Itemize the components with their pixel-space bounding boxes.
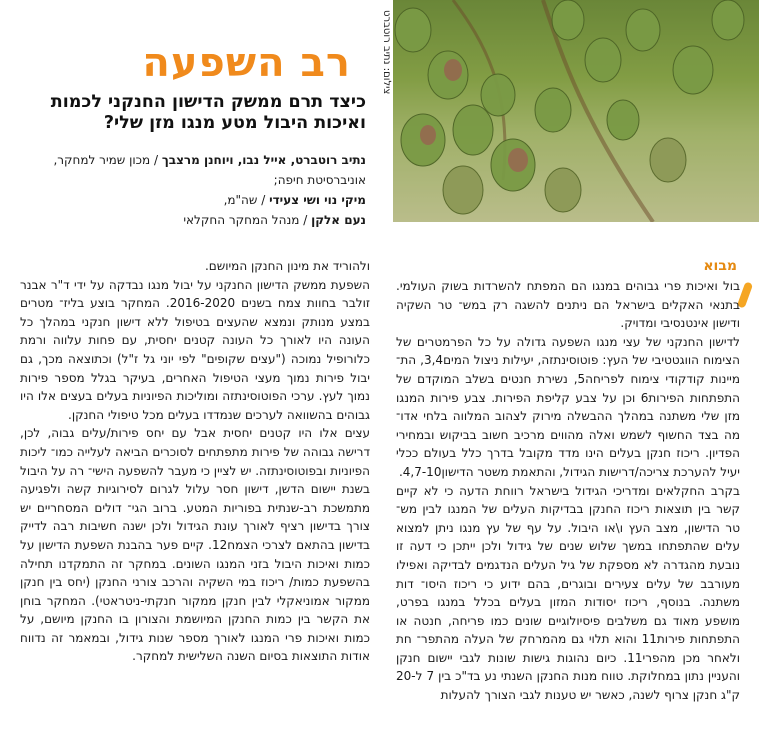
article-title: רב השפעה — [142, 40, 351, 86]
author-line-1 — [26, 150, 366, 190]
paragraph: בול ואיכות פרי גבוהים במנגו הם המפתח להשרדות בשוק העולמי. בתנאי האקלים בישראל הם ניתנים להשגה רק במש־ טר השקיה ודישון אינטנסיבי ומדויק. — [396, 279, 740, 331]
author-line-2 — [26, 190, 366, 210]
author-names-2: מיקי נוי ושי צעידי — [269, 193, 366, 207]
paragraph: לדישון החנקני של עצי מנגו השפעה גדולה על כל הפרמטרים של הצימוח הווגטטיבי של העץ: פוטוסינתזה, יעילות ניצול המים3,4, הת־ מיינות קודקודי צימוח לפריחה5, נשירת חנטים בשלב המוקדם של התפתחות הפירות6 וכן על צבע קליפת הפירות. צבע פירות המנגו מזן שלי משתנה במהלך ההבשלה מירוק לצהוב המלווה בלחי אדו־ מה בצד החשוף לשמש ואלה מהווים מרכיב חשוב בביקוש ובמחירי הפדיון. ריכוז חנקן בעלים הינו מדד מקובל בדרך כלל בעולם ככלי יעיל להערכת צריכה/דרישות הגידול, והתאמת משטר הדישון4,7-10. — [396, 334, 740, 479]
author-names-1: נתיב רוטברט, אייל נבו, ויוחנן מרצבך — [161, 153, 366, 167]
photo-credit: צילום: נתיב רוטברט — [381, 10, 392, 95]
mango-tree-photo — [393, 0, 759, 222]
author-names-3: נעם אלקן — [311, 213, 366, 227]
author-line-3 — [26, 210, 366, 230]
section-heading-intro: מבוא — [703, 258, 737, 274]
paragraph: עצים אלו היו קטנים יחסית אבל עם יחס פירות/עלים גבוה, לכן, דרישה גבוהה של פירות מתפתחים לסוכרים הביאה לעלייה כמו־ ליכות הפיוניות ובפוטוסינתזה. יש לציין כי מעבר להשפעה הישי־ רה על היבול בשנת יישום הדשן, דישון חסר עלול לגרום לסירוגיות קשה ולפגיעה מתמשכת רב-שנתית בפוריות המטע. ברוב הגי־ דולים המסחריים יש צורך בדישון רציף לאורך עונת הגידול ולכן ישנה חשיבות רבה לדייק בדישון בהתאם לצרכי הצמח12. קיים פער בהבנת השפעת הדישון על כמות ואיכות היבול בזני המנגו השונים. במחקר זה התמקדנו תחילה בהשפעת כמות/ ריכוז במי השקיה והרכב צורני החנקן (יחס בין חנקן ממקור אמוניאקלי לבין חנקן ממקור חנקתי-ניטראטי). המחקר בוחן את הקשר בין כמות החנקן המיושמת והצורון בו החנקן מיושם, על כמות ואיכות פרי המנגו לאורך מספר שנות גידול, ובמאמר זה נדווח אודות התוצאות בסיום השנה השלישית למחקר. — [20, 426, 370, 664]
author-affiliation-2: / שה"מ, — [223, 193, 266, 207]
mango-fruits-illustration — [393, 0, 759, 222]
author-affiliation-3: / מנהל המחקר החקלאי — [183, 213, 308, 227]
text-column-right — [396, 277, 740, 705]
author-list — [26, 150, 366, 230]
paragraph: בקרב החקלאים ומדריכי הגידול בישראל רווחת הדעה כי לא קיים קשר בין תוצאות ריכוז החנקן בבדיקות העלים של המנגו לבין מש־ טר הדישון, מצב העץ ו\או היבול. על עף של עץ מנגו ניתן למצוא עלים שהתפתחו במשך שלוש שנים של גידול ולכן ייתכן כי דעה זו נובעת מהגדרה לא מספקת של גיל העלים הנדגמים לבדיקה ואפילו מעורבב של עלים צעירים ובוגרים, בהם ידוע כי ריכוז היסו־ דות משתנה. בנוסף, ריכוז יסודות המזון בעלים בכלל במנגו בפרט, מושפע מאוד גם משלבים פיסיולוגיים שונים כמו פריחה, חנטה או התפתחות פירות11 והוא תלוי גם מהמרחק של העלה מהתפר־ חת ולאחר מכן מהפרי11. כיום נהוגות גישות שונות לגבי יישום חנקן והעניין נתון במחלוקת. טווח מנות החנקן השנתי נע בד"כ בין 7 ל-20 ק"ג חנקן צרוף לשנה, כאשר יש טענות לגבי הצורך להעלות — [396, 483, 741, 703]
paragraph: ולהוריד את מינון החנקן המיושם. — [204, 259, 370, 273]
author-affiliation-1: / מכון שמיר למחקר, אוניברסיטת חיפה; — [53, 153, 366, 187]
text-column-left — [20, 257, 370, 666]
article-subtitle: כיצד תרם ממשק הדישון החנקני לכמות ואיכות היבול מטע מנגו מזן שלי? — [50, 92, 366, 133]
paragraph: השפעת ממשק הדישון החנקני על יבול מנגו נבדקה על ידי ד"ר אבנר זולבר בחוות צמח בשנים 2016-2020. המחקר בוצע בליז־ מטרים במצע מנותק ונמצא שהעצים בטיפול ללא דישון חנקני במהלך כל העונה היו לאורך כל העונה קטנים יחסית, עם פחות עלווה ורמת כלורופיל נמוכה ("עצים שקופים" לפי יוני גל ז"ל) וכתוצאה מכך, גם יבול פירות נמוך מעצי הטיפול האחרים, בעיקר בגלל מספר פירות נמוך לעץ. ערכי הפוטוסינתזה ומוליכות הפיוניות בעלים בעצים אלו היו גבוהים בהשוואה לערכים שנמדדו בעלים מכל טיפולי החנקן. — [20, 277, 370, 422]
